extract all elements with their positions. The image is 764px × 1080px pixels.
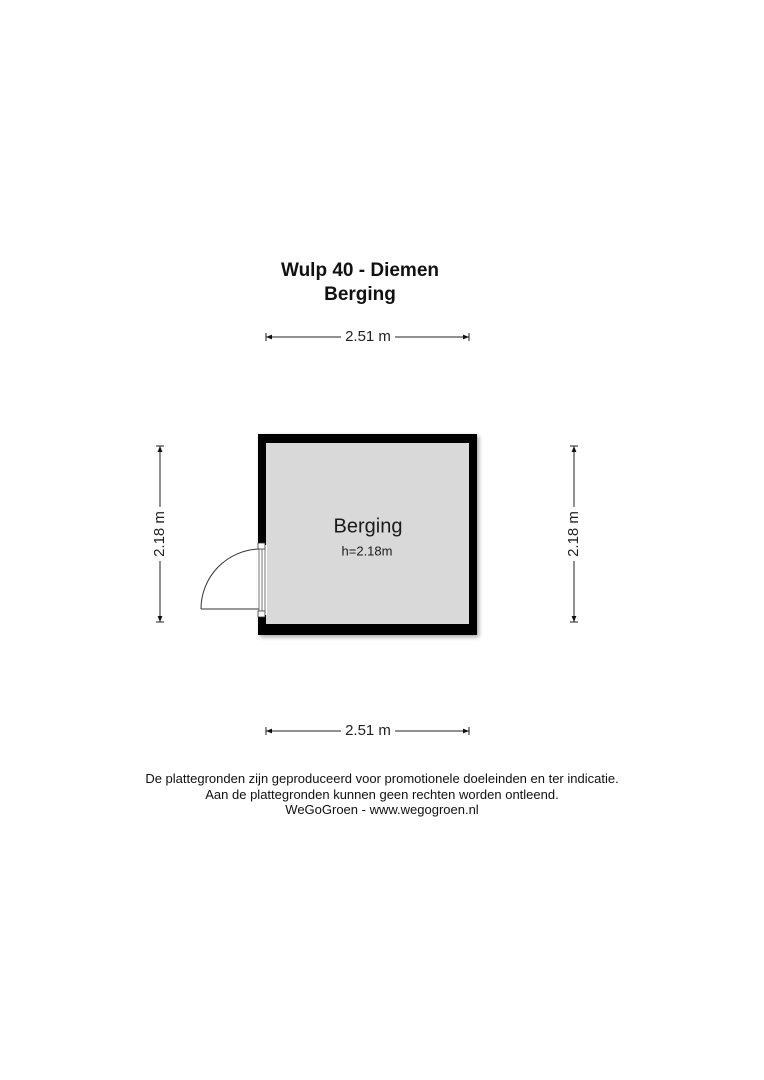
room-height-label: h=2.18m (341, 543, 393, 559)
room-name-label: Berging (333, 515, 403, 538)
dimension-bottom-label: 2.51 m (341, 722, 395, 740)
dimension-left-label: 2.18 m (151, 507, 169, 561)
dimension-right-label: 2.18 m (565, 507, 583, 561)
disclaimer-line-1: De plattegronden zijn geproduceerd voor promotionele doeleinden en ter indicatie. (145, 771, 619, 786)
disclaimer-line-2: Aan de plattegronden kunnen geen rechten worden ontleend. (205, 786, 559, 802)
dimension-top-label: 2.51 m (341, 328, 395, 346)
plan-title: Wulp 40 - Diemen (280, 260, 439, 281)
plan-subtitle: Berging (324, 284, 396, 305)
disclaimer-line-3: WeGoGroen - www.wegogroen.nl (285, 802, 479, 817)
door (201, 543, 267, 617)
disclaimer (0, 771, 764, 818)
